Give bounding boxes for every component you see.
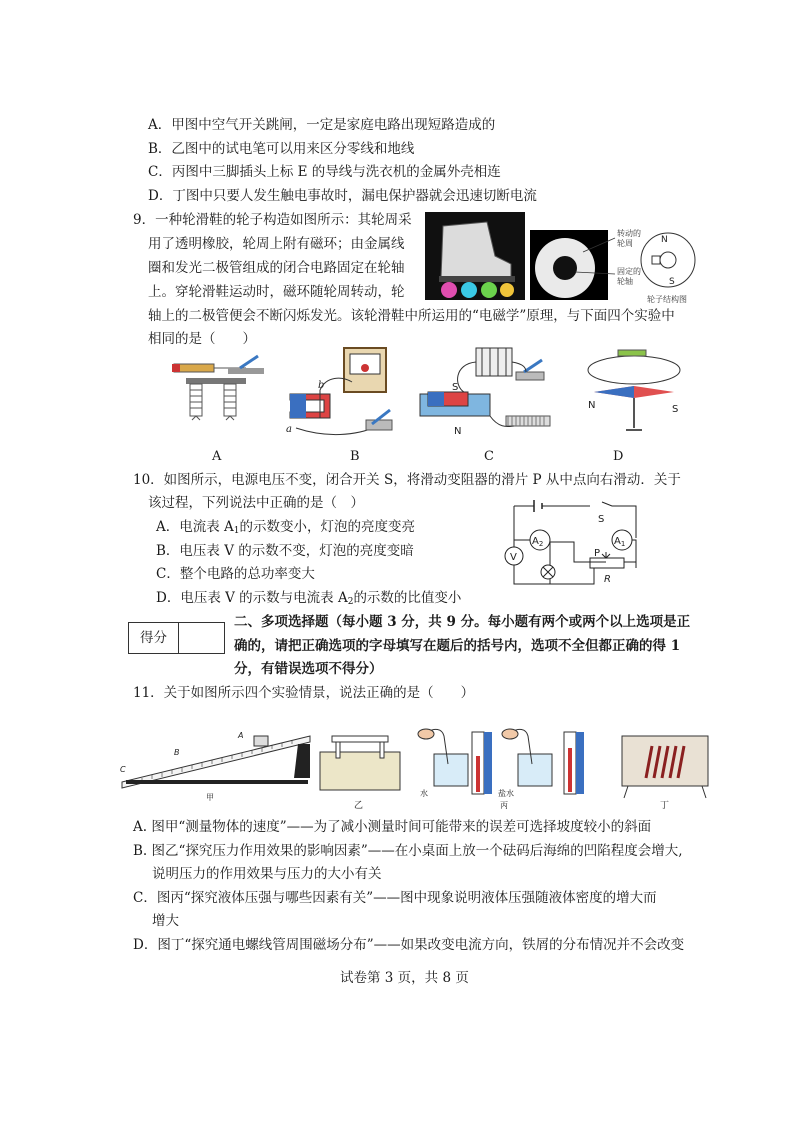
- q10-a-post: 的示数变小，灯泡的亮度变亮: [239, 519, 416, 535]
- q10-option-b: B．电压表 V 的示数不变，灯泡的亮度变暗: [156, 543, 414, 559]
- figure-jia-incline: [118, 722, 314, 802]
- figure-b-generator: [286, 346, 398, 436]
- jia-caption: 甲: [206, 793, 214, 802]
- score-label: 得分: [129, 623, 179, 653]
- figure-b-label-a: a: [286, 424, 292, 435]
- q9-line-6: 相同的是（ ）: [148, 331, 256, 347]
- q10-line-1: 10．如图所示，电源电压不变，闭合开关 S，将滑动变阻器的滑片 P 从中点向右滑动．关于: [133, 472, 681, 488]
- bing-saltwater-label: 盐水: [498, 789, 514, 798]
- wheel-structure-caption: 轮子结构图: [647, 295, 687, 304]
- q10-d-sub: 2: [347, 597, 354, 607]
- q10-option-d: [156, 588, 461, 612]
- section2-line-3: 分，有错误选项不得分）: [234, 661, 383, 677]
- figure-bing-liquid-pressure: [414, 726, 598, 812]
- voltmeter-v-label: V: [510, 552, 517, 563]
- q9-option-label-c: C: [484, 449, 494, 464]
- figure-c-motor: [414, 346, 554, 438]
- a1-sub: 1: [620, 540, 626, 548]
- q10-d-pre: D．电压表 V 的示数与电流表 A: [156, 590, 348, 606]
- figure-c-n-pole: N: [454, 426, 462, 437]
- q11-option-d: D．图丁“探究通电螺线管周围磁场分布”——如果改变电流方向，铁屑的分布情况并不会改变: [133, 937, 685, 953]
- q11-stem: 11．关于如图所示四个实验情景，说法正确的是（ ）: [133, 685, 475, 701]
- q9-line-3: 圈和发光二极管组成的闭合电路固定在轮轴: [148, 260, 405, 276]
- figure-d-s-pole: S: [672, 404, 679, 415]
- label-fixed-axle: 固定的: [617, 267, 641, 276]
- wheel-s-label: S: [669, 277, 675, 287]
- figure-yi-sponge: [318, 732, 402, 812]
- q9-option-label-a: A: [212, 449, 222, 464]
- bing-caption: 丙: [500, 801, 508, 810]
- q11-option-c-2: 增大: [152, 913, 179, 929]
- q8-option-d: D．丁图中只要人发生触电事故时，漏电保护器就会迅速切断电流: [148, 188, 537, 204]
- q8-option-b: B．乙图中的试电笔可以用来区分零线和地线: [148, 141, 415, 157]
- q10-line-2: 该过程，下列说法中正确的是（ ）: [148, 495, 364, 511]
- rheostat-r-label: R: [604, 574, 611, 585]
- q9-line-4: 上。穿轮滑鞋运动时，磁环随轮周转动，轮: [148, 284, 405, 300]
- q11-option-c-1: C．图丙“探究液体压强与哪些因素有关”——图中现象说明液体压强随液体密度的增大而: [133, 890, 657, 906]
- figure-b-label-b: b: [318, 380, 325, 391]
- q11-option-b-1: B. 图乙“探究压力作用效果的影响因素”——在小桌面上放一个砝码后海绵的凹陷程度会增大,: [133, 843, 683, 859]
- q10-option-c: C．整个电路的总功率变大: [156, 566, 315, 582]
- page-footer: 试卷第 3 页，共 8 页: [340, 970, 469, 986]
- q11-option-a: A. 图甲“测量物体的速度”——为了减小测量时间可能带来的误差可选择坡度较小的斜面: [133, 819, 652, 835]
- wheel-n-label: N: [661, 235, 668, 245]
- q10-circuit-diagram: [494, 498, 650, 592]
- label-rotating-rim: 转动的: [617, 229, 641, 238]
- q9-option-label-d: D: [613, 449, 624, 464]
- section2-line-1: 二、多项选择题（每小题 3 分，共 9 分。每小题有两个或两个以上选项是正: [234, 614, 691, 630]
- q9-line-1: 9．一种轮滑鞋的轮子构造如图所示：其轮周采: [133, 212, 412, 228]
- q10-d-post: 的示数的比值变小: [353, 590, 462, 606]
- q10-a-sub: 1: [233, 526, 240, 536]
- bing-water-label: 水: [420, 789, 428, 798]
- q9-line-5: 轴上的二极管便会不断闪烁发光。该轮滑鞋中所运用的“电磁学”原理，与下面四个实验中: [148, 308, 675, 324]
- a2-a: A: [532, 536, 539, 547]
- figure-a-electromagnet: [168, 354, 272, 434]
- section2-line-2: 确的，请把正确选项的字母填写在题后的括号内，选项不全但都正确的得 1: [234, 638, 681, 654]
- ding-caption: 丁: [660, 801, 670, 811]
- q11-option-b-2: 说明压力的作用效果与压力的大小有关: [152, 866, 382, 882]
- q8-option-a: A．甲图中空气开关跳闸，一定是家庭电路出现短路造成的: [148, 117, 496, 133]
- figure-d-oersted: [584, 346, 688, 434]
- figure-c-s-pole: S: [452, 382, 459, 393]
- q8-option-c: C．丙图中三脚插头上标 E 的导线与洗衣机的金属外壳相连: [148, 164, 501, 180]
- switch-s-label: S: [598, 514, 605, 525]
- figure-d-n-pole: N: [588, 400, 596, 411]
- jia-label-c: C: [120, 765, 126, 774]
- q10-a-pre: A．电流表 A: [156, 519, 234, 535]
- a2-sub: 2: [538, 540, 544, 548]
- slider-p-label: P: [594, 548, 601, 559]
- jia-label-a: A: [238, 731, 244, 740]
- skate-wheel-figure: [425, 212, 697, 304]
- figure-ding-solenoid: [620, 734, 710, 814]
- q9-option-label-b: B: [350, 449, 360, 464]
- jia-label-b: B: [174, 748, 180, 757]
- label-rotating-rim-2: 轮周: [617, 239, 633, 248]
- score-box: [128, 622, 225, 654]
- yi-caption: 乙: [354, 801, 364, 811]
- q9-line-2: 用了透明橡胶，轮周上附有磁环；由金属线: [148, 236, 405, 252]
- a1-a: A: [614, 536, 621, 547]
- q10-option-a: [156, 517, 415, 541]
- label-fixed-axle-2: 轮轴: [617, 277, 633, 286]
